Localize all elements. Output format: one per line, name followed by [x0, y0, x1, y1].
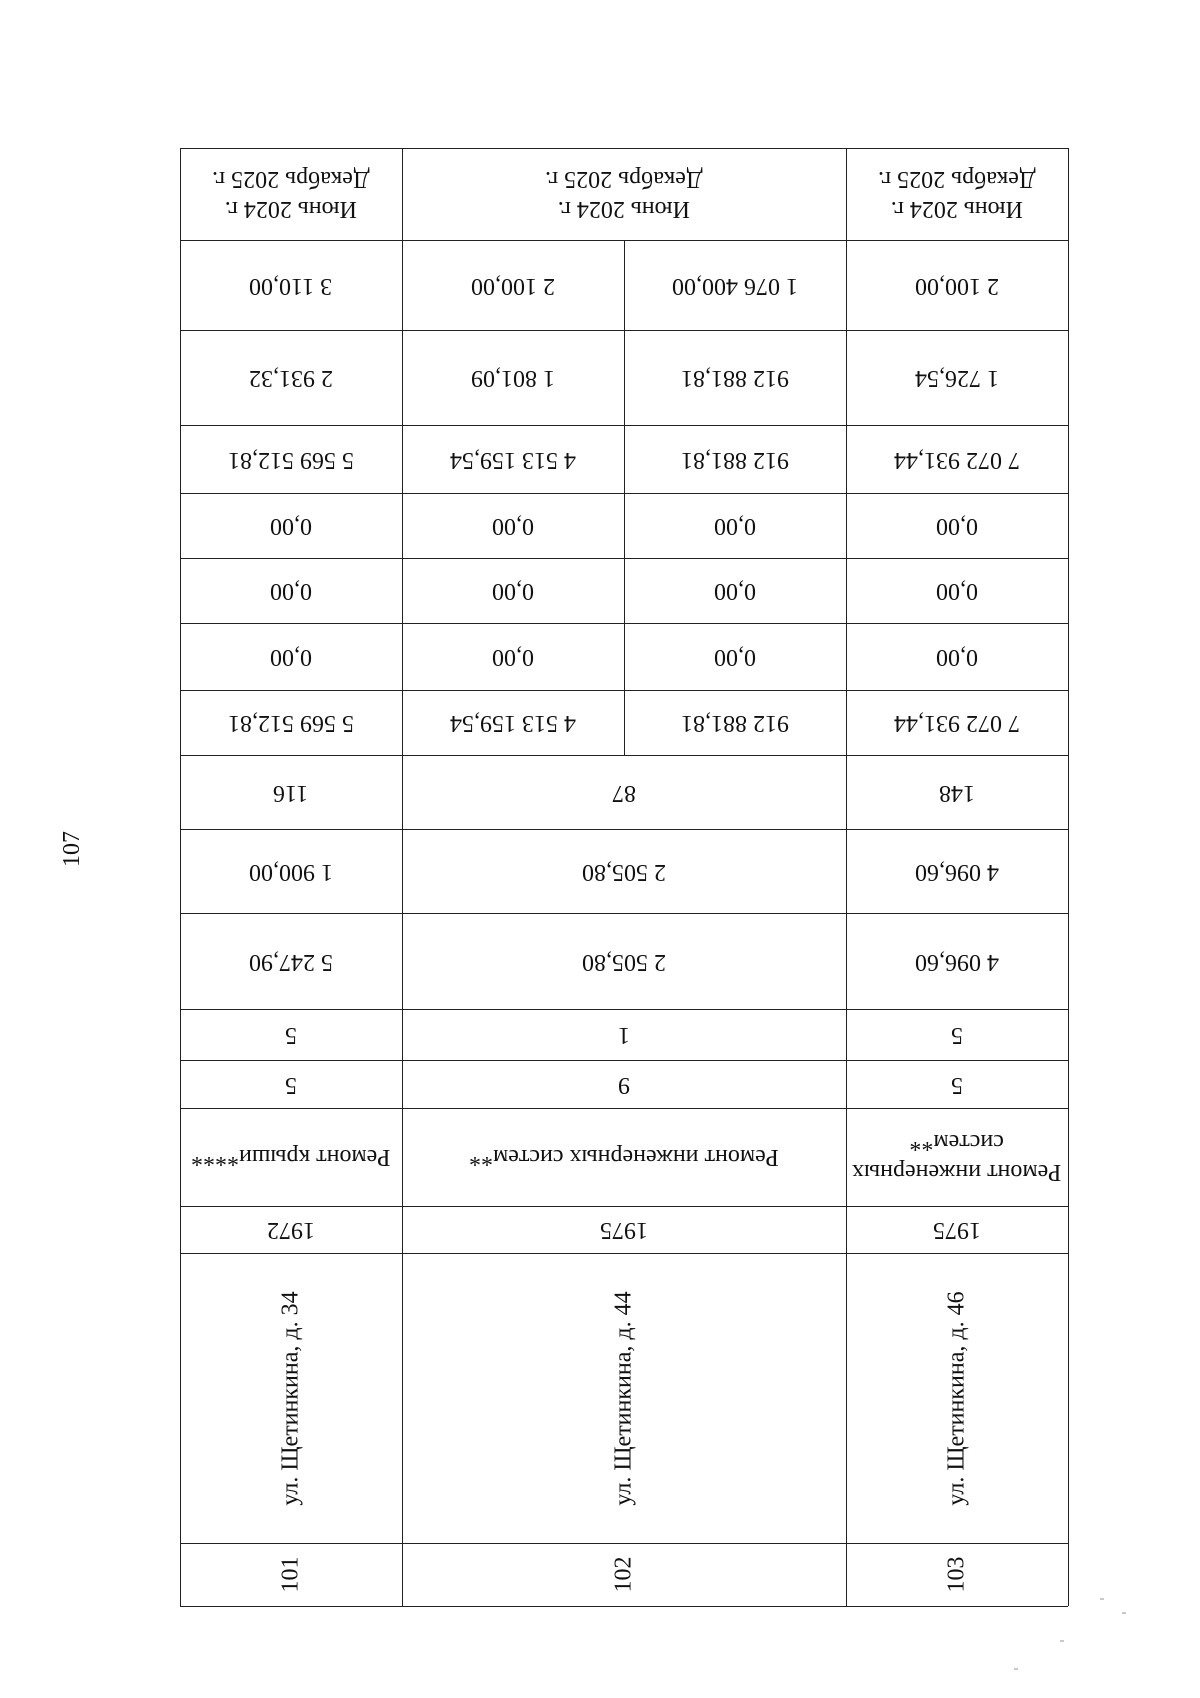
year-value: 1975 [933, 1217, 981, 1243]
zero-value: 0,00 [492, 513, 534, 539]
scan-artifact [1122, 1612, 1126, 1614]
zero-value: 0,00 [270, 578, 312, 604]
address-cell [846, 1253, 1068, 1543]
zero-cell [846, 623, 1068, 690]
zero-cell [624, 558, 846, 623]
zero-cell [402, 493, 624, 558]
work-type-cell [846, 1108, 1068, 1206]
fund-cell [624, 425, 846, 493]
zero-cell [402, 623, 624, 690]
per-unit-cell [624, 330, 846, 425]
address-cell [180, 1253, 402, 1543]
fund-cell [402, 425, 624, 493]
data-table [180, 148, 1068, 1606]
floors-cell [846, 1060, 1068, 1108]
per-unit-cell [180, 330, 402, 425]
count-cell [846, 755, 1068, 829]
limit-value: 1 076 400,00 [672, 272, 798, 299]
entrances-cell [846, 1009, 1068, 1060]
cost-value: 2 505,80 [582, 948, 666, 975]
count-cell [402, 755, 846, 829]
zero-value: 0,00 [270, 644, 312, 670]
year-value: 1972 [267, 1217, 315, 1243]
cost-cell [402, 913, 846, 1009]
entrances-cell [180, 1009, 402, 1060]
fund-value: 912 881,81 [681, 446, 789, 473]
zero-cell [402, 558, 624, 623]
total-value: 912 881,81 [681, 710, 789, 736]
cost-cell [846, 829, 1068, 913]
count-cell [180, 755, 402, 829]
cost-value: 1 900,00 [249, 858, 333, 885]
entrances-value: 5 [951, 1022, 963, 1048]
floors-cell [180, 1060, 402, 1108]
address-value: ул. Щетинкина, д. 34 [277, 1290, 304, 1506]
total-cell [624, 690, 846, 755]
total-cell [846, 690, 1068, 755]
cost-value: 4 096,60 [915, 948, 999, 975]
zero-cell [180, 493, 402, 558]
zero-value: 0,00 [936, 578, 978, 604]
zero-value: 0,00 [714, 578, 756, 604]
period-start: Июнь 2024 г. [224, 196, 358, 222]
limit-cell [180, 240, 402, 330]
address-value: ул. Щетинкина, д. 46 [943, 1290, 970, 1506]
per-unit-cell [402, 330, 624, 425]
limit-cell [846, 240, 1068, 330]
count-value: 148 [939, 779, 975, 806]
work-type-cell [402, 1108, 846, 1206]
work-type-value: Ремонт крыши**** [191, 1144, 391, 1170]
per-unit-cell [846, 330, 1068, 425]
zero-cell [180, 558, 402, 623]
period-cell [180, 148, 402, 240]
per-unit-value: 2 931,32 [249, 365, 333, 391]
work-type-line: систем** [909, 1129, 1005, 1155]
zero-value: 0,00 [270, 513, 312, 539]
per-unit-value: 912 881,81 [681, 365, 789, 391]
total-cell [180, 690, 402, 755]
limit-value: 3 110,00 [249, 272, 333, 299]
row-number-cell [180, 1543, 402, 1606]
fund-value: 4 513 159,54 [450, 446, 576, 473]
limit-cell [624, 240, 846, 330]
row-number-value: 103 [943, 1556, 970, 1593]
period-cell [846, 148, 1068, 240]
cost-value: 2 505,80 [582, 858, 666, 885]
entrances-cell [402, 1009, 846, 1060]
table-border-right [1068, 148, 1069, 1606]
floors-value: 5 [285, 1071, 297, 1098]
period-end: Декабрь 2025 г. [878, 166, 1036, 192]
zero-cell [846, 493, 1068, 558]
zero-cell [624, 493, 846, 558]
period-end: Декабрь 2025 г. [212, 166, 370, 192]
scan-artifact [1060, 1640, 1064, 1642]
row-number-cell [846, 1543, 1068, 1606]
total-cell [402, 690, 624, 755]
scan-artifact [1100, 1598, 1104, 1600]
cost-value: 4 096,60 [915, 858, 999, 885]
zero-value: 0,00 [936, 644, 978, 670]
fund-value: 5 569 512,81 [228, 446, 354, 473]
address-value: ул. Щетинкина, д. 44 [610, 1290, 637, 1506]
year-cell [402, 1206, 846, 1253]
zero-value: 0,00 [714, 513, 756, 539]
table-border-bottom [180, 1606, 1068, 1607]
total-value: 4 513 159,54 [450, 710, 576, 736]
cost-value: 5 247,90 [249, 948, 333, 975]
floors-value: 5 [951, 1071, 963, 1098]
row-number-cell [402, 1543, 846, 1606]
work-type-line: Ремонт инженерных [852, 1159, 1062, 1185]
entrances-value: 1 [618, 1022, 630, 1048]
row-number-value: 101 [277, 1556, 304, 1593]
count-value: 116 [273, 779, 309, 806]
period-end: Декабрь 2025 г. [545, 166, 703, 192]
address-cell [402, 1253, 846, 1543]
total-value: 7 072 931,44 [894, 710, 1020, 736]
zero-cell [846, 558, 1068, 623]
entrances-value: 5 [285, 1022, 297, 1048]
per-unit-value: 1 801,09 [471, 365, 555, 391]
period-start: Июнь 2024 г. [557, 196, 691, 222]
total-value: 5 569 512,81 [228, 710, 354, 736]
fund-cell [180, 425, 402, 493]
fund-value: 7 072 931,44 [894, 446, 1020, 473]
limit-value: 2 100,00 [471, 272, 555, 299]
scan-artifact [1014, 1668, 1018, 1670]
floors-cell [402, 1060, 846, 1108]
work-type-cell [180, 1108, 402, 1206]
floors-value: 9 [618, 1071, 630, 1098]
zero-cell [180, 623, 402, 690]
cost-cell [180, 913, 402, 1009]
cost-cell [846, 913, 1068, 1009]
zero-value: 0,00 [492, 644, 534, 670]
period-start: Июнь 2024 г. [890, 196, 1024, 222]
row-number-value: 102 [610, 1556, 637, 1593]
zero-value: 0,00 [714, 644, 756, 670]
page-number: 107 [59, 831, 85, 867]
limit-cell [402, 240, 624, 330]
zero-cell [624, 623, 846, 690]
limit-value: 2 100,00 [915, 272, 999, 299]
zero-value: 0,00 [492, 578, 534, 604]
year-cell [180, 1206, 402, 1253]
zero-value: 0,00 [936, 513, 978, 539]
cost-cell [402, 829, 846, 913]
per-unit-value: 1 726,54 [915, 365, 999, 391]
period-cell [402, 148, 846, 240]
year-cell [846, 1206, 1068, 1253]
work-type-value: Ремонт инженерных систем** [469, 1144, 779, 1170]
year-value: 1975 [600, 1217, 648, 1243]
fund-cell [846, 425, 1068, 493]
cost-cell [180, 829, 402, 913]
count-value: 87 [612, 779, 636, 806]
